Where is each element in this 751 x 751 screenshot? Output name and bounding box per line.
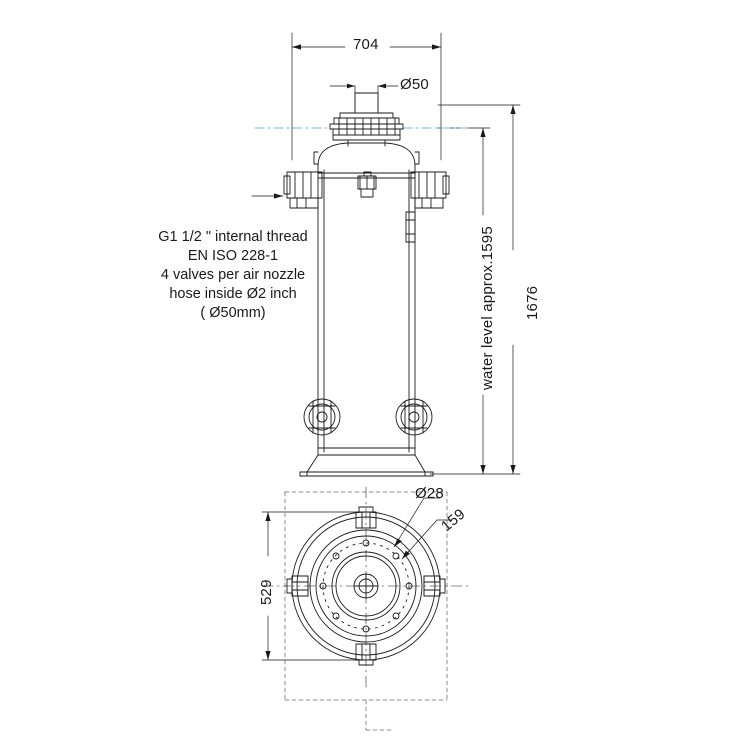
note-hose-metric: ( Ø50mm) [200,305,266,321]
dim-label-nozzle-diameter: Ø50 [400,76,429,93]
note-hose: hose inside Ø2 inch [169,286,297,302]
dim-label-water-level: water level approx.1595 [479,226,496,390]
note-thread-spec: G1 1/2 " internal thread [158,229,308,245]
dim-nozzle-diameter [330,84,398,110]
dim-label-port-diameter: Ø28 [415,485,444,502]
note-valves: 4 valves per air nozzle [160,267,306,283]
dim-label-top-width: 704 [353,36,379,53]
leader-thread-note [252,193,283,198]
note-standard: EN ISO 228-1 [187,248,279,264]
dim-total-height [430,105,520,474]
dim-label-bolt-circle: 159 [438,505,469,536]
dim-label-total-height: 1676 [524,285,541,320]
dim-label-base-width: 529 [258,579,275,605]
